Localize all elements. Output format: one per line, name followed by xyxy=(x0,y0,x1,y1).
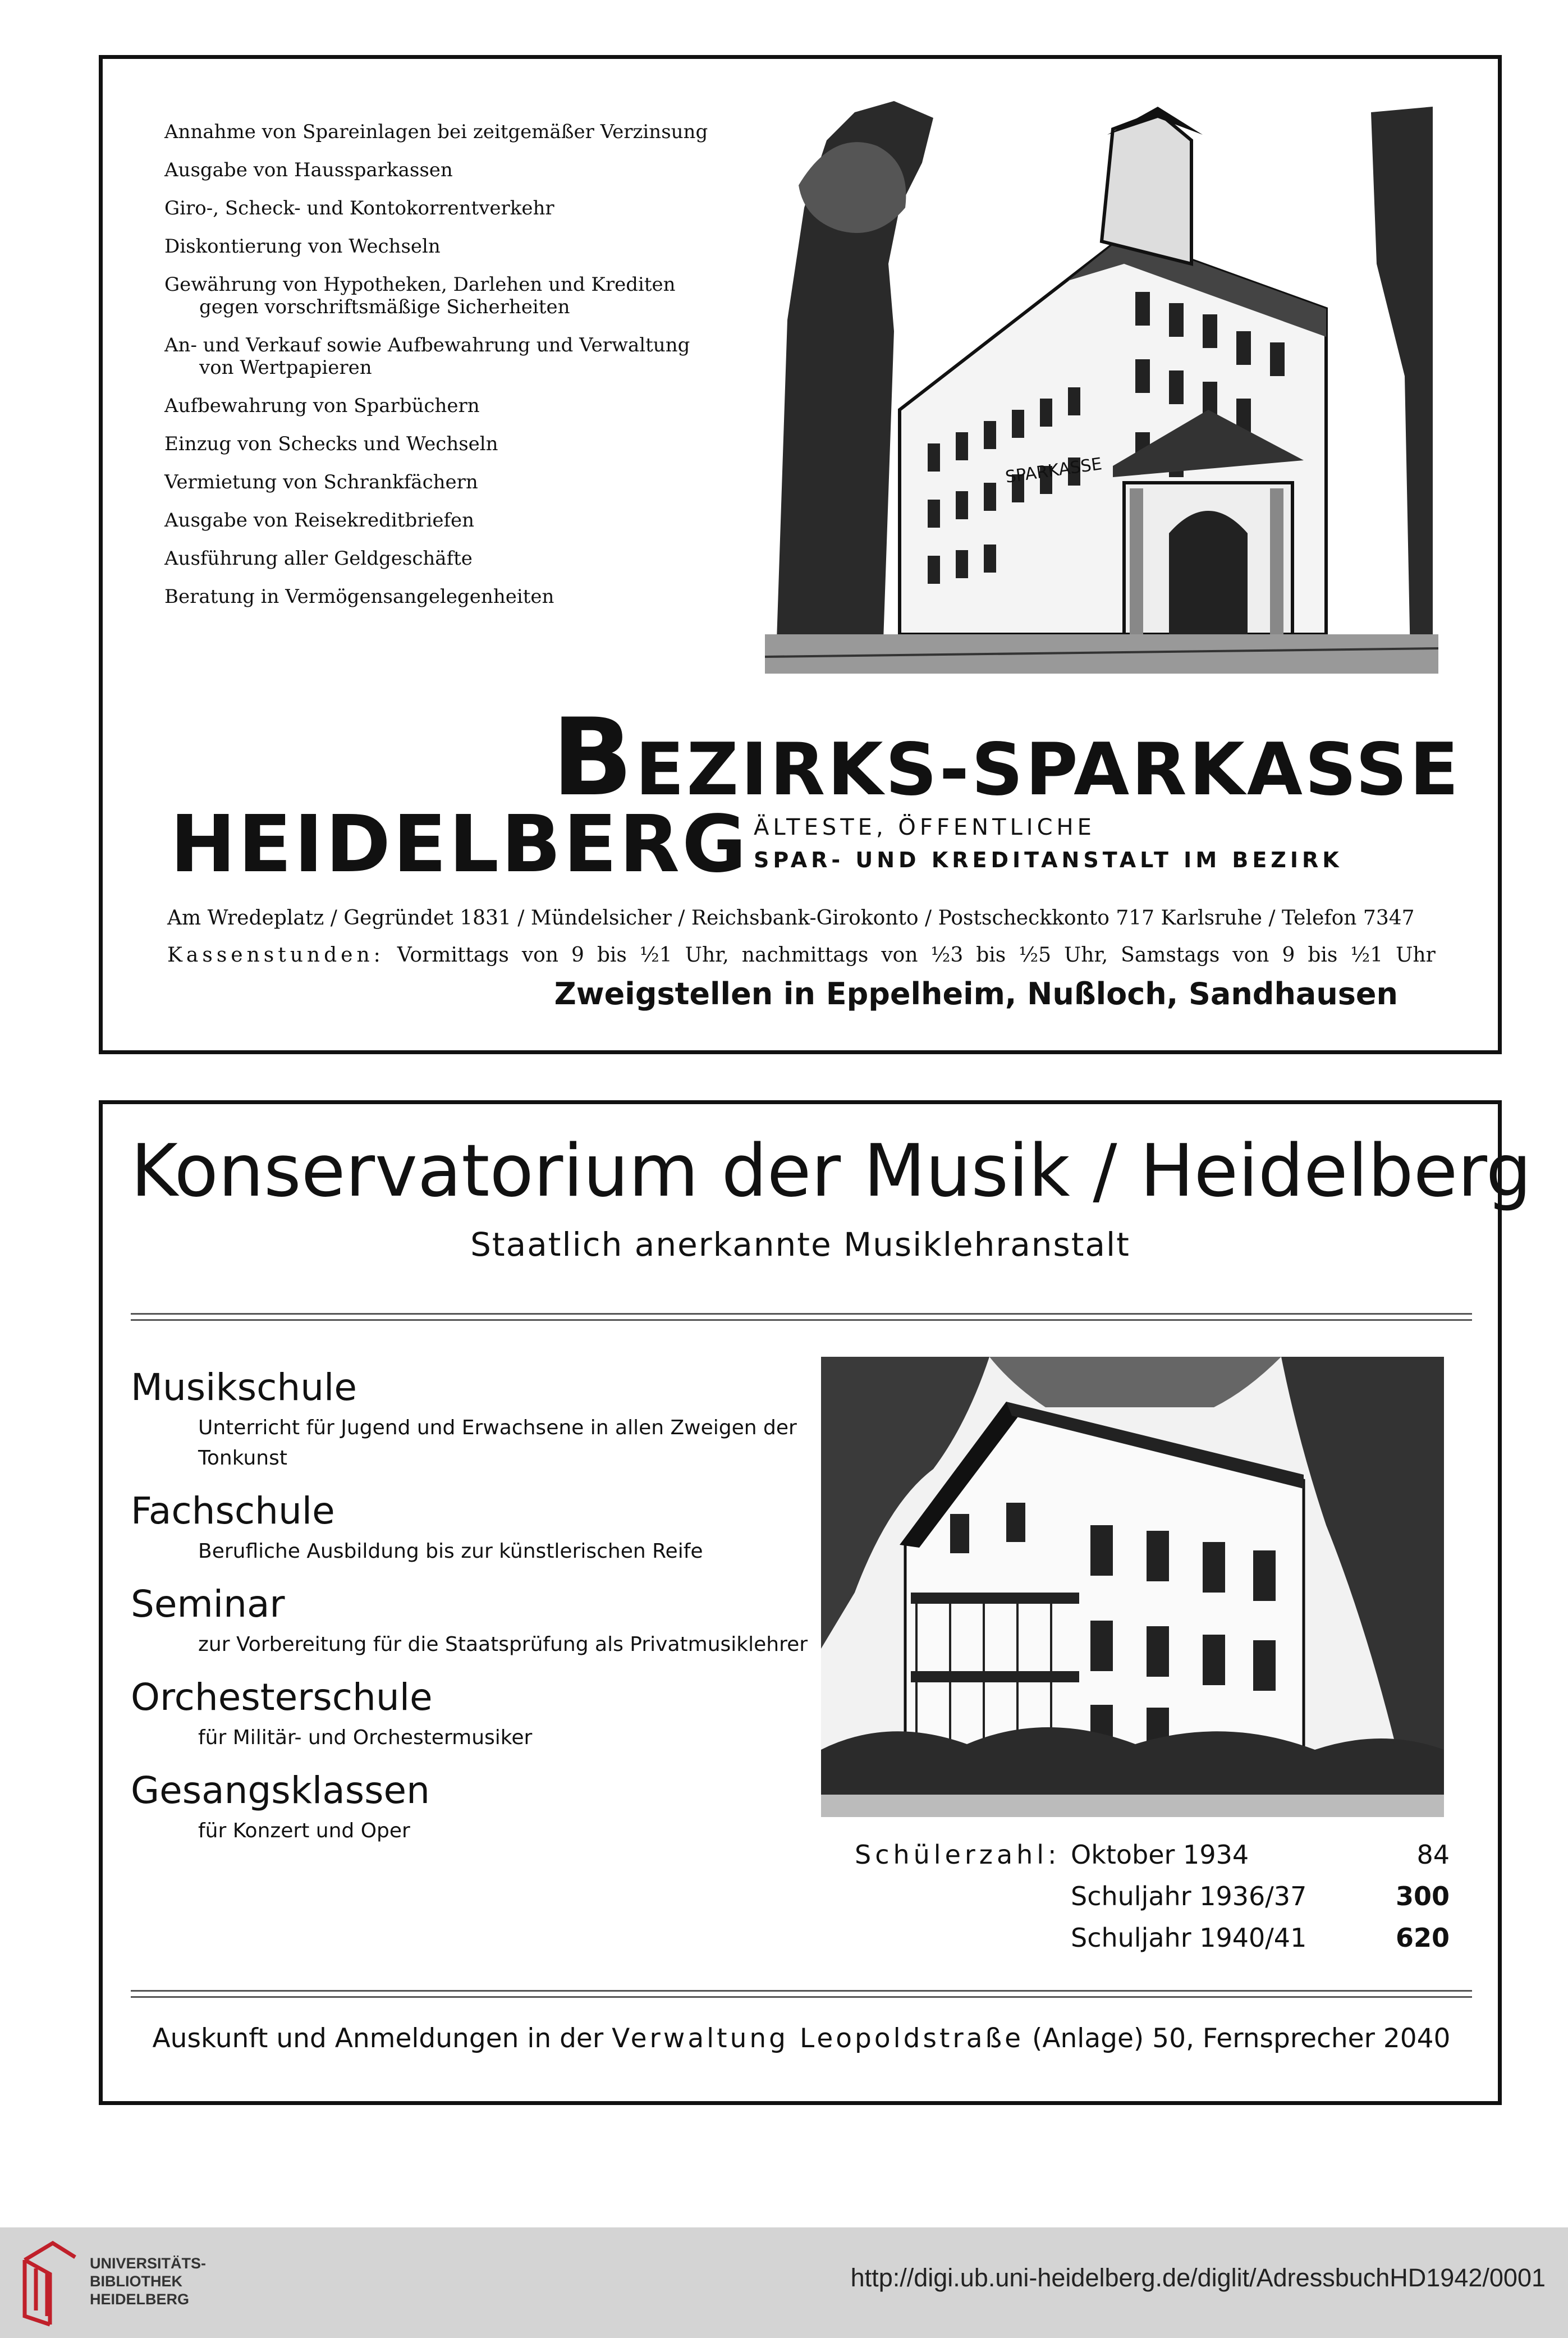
service-item: An- und Verkauf sowie Aufbewahrung und Verwaltung von Wertpapieren xyxy=(164,334,690,379)
bank-building-illustration xyxy=(765,95,1438,674)
konservatorium-title: Konservatorium der Musik / Heidelberg xyxy=(131,1129,1532,1213)
divider xyxy=(131,1990,1472,1998)
service-item: Diskontierung von Wechseln xyxy=(164,235,441,258)
sparkasse-ad xyxy=(99,55,1502,1054)
service-item: Ausführung aller Geldgeschäfte xyxy=(164,547,473,570)
library-logo-icon xyxy=(19,2238,81,2327)
course-section: Gesangsklassen für Konzert und Oper xyxy=(131,1769,430,1842)
library-footer-bar xyxy=(0,2227,1568,2338)
course-section: Musikschule Unterricht für Jugend und Erwachsene in allen Zweigen der Tonkunst xyxy=(131,1366,797,1470)
student-stats xyxy=(855,1834,1450,1959)
bank-city: HEIDELBERG xyxy=(170,799,749,890)
conservatory-building-illustration xyxy=(821,1357,1444,1817)
bank-title: BEZIRKS-SPARKASSE xyxy=(552,696,1461,820)
divider xyxy=(131,1313,1472,1321)
library-name: UNIVERSITÄTS- BIBLIOTHEK HEIDELBERG xyxy=(90,2255,207,2308)
service-item: Ausgabe von Reisekreditbriefen xyxy=(164,509,475,532)
service-item: Gewährung von Hypotheken, Darlehen und Krediten gegen vorschriftsmäßige Sicherheiten xyxy=(164,273,676,318)
bank-address-line: Am Wredeplatz / Gegründet 1831 / Mündelsicher / Reichsbank-Girokonto / Postscheckkonto 717 Karlsruhe / Telefon 7347 xyxy=(167,907,1415,930)
service-item: Annahme von Spareinlagen bei zeitgemäßer Verzinsung xyxy=(164,121,708,143)
bank-hours-line: Kassenstunden: Vormittags von 9 bis ½1 Uhr, nachmittags von ½3 bis ½5 Uhr, Samstags von 9 bis ½1 Uhr xyxy=(167,944,1436,967)
course-section: Orchesterschule für Militär- und Orchestermusiker xyxy=(131,1676,533,1749)
service-item: Aufbewahrung von Sparbüchern xyxy=(164,395,480,417)
bank-subtitle: ÄLTESTE, ÖFFENTLICHE SPAR- UND KREDITANSTALT IM BEZIRK xyxy=(754,815,1343,872)
bank-info xyxy=(167,900,1436,974)
stats-row: Schuljahr 1940/41 620 xyxy=(1071,1923,1450,1953)
stats-row: Schülerzahl: Oktober 1934 84 xyxy=(855,1840,1450,1870)
services-list xyxy=(164,121,855,624)
konservatorium-ad xyxy=(99,1100,1532,2105)
course-section: Seminar zur Vorbereitung für die Staatsprüfung als Privatmusiklehrer xyxy=(131,1582,808,1656)
service-item: Vermietung von Schrankfächern xyxy=(164,471,478,493)
stats-row: Schuljahr 1936/37 300 xyxy=(1071,1881,1450,1911)
service-item: Giro-, Scheck- und Kontokorrentverkehr xyxy=(164,197,554,219)
source-url[interactable]: http://digi.ub.uni-heidelberg.de/diglit/AdressbuchHD1942/0001 xyxy=(850,2263,1546,2292)
service-item: Ausgabe von Haussparkassen xyxy=(164,159,453,181)
service-item: Einzug von Schecks und Wechseln xyxy=(164,433,498,455)
service-item: Beratung in Vermögensangelegenheiten xyxy=(164,585,554,608)
building-sign-text: SPARKASSE xyxy=(1004,454,1103,487)
konservatorium-footer: Auskunft und Anmeldungen in der Verwaltung Leopoldstraße (Anlage) 50, Fernsprecher 2040 xyxy=(152,2023,1451,2054)
course-sections xyxy=(131,1362,877,1859)
course-section: Fachschule Berufliche Ausbildung bis zur künstlerischen Reife xyxy=(131,1489,703,1563)
konservatorium-subtitle: Staatlich anerkannte Musiklehranstalt xyxy=(470,1225,1130,1264)
bank-branches: Zweigstellen in Eppelheim, Nußloch, Sandhausen xyxy=(554,976,1398,1012)
